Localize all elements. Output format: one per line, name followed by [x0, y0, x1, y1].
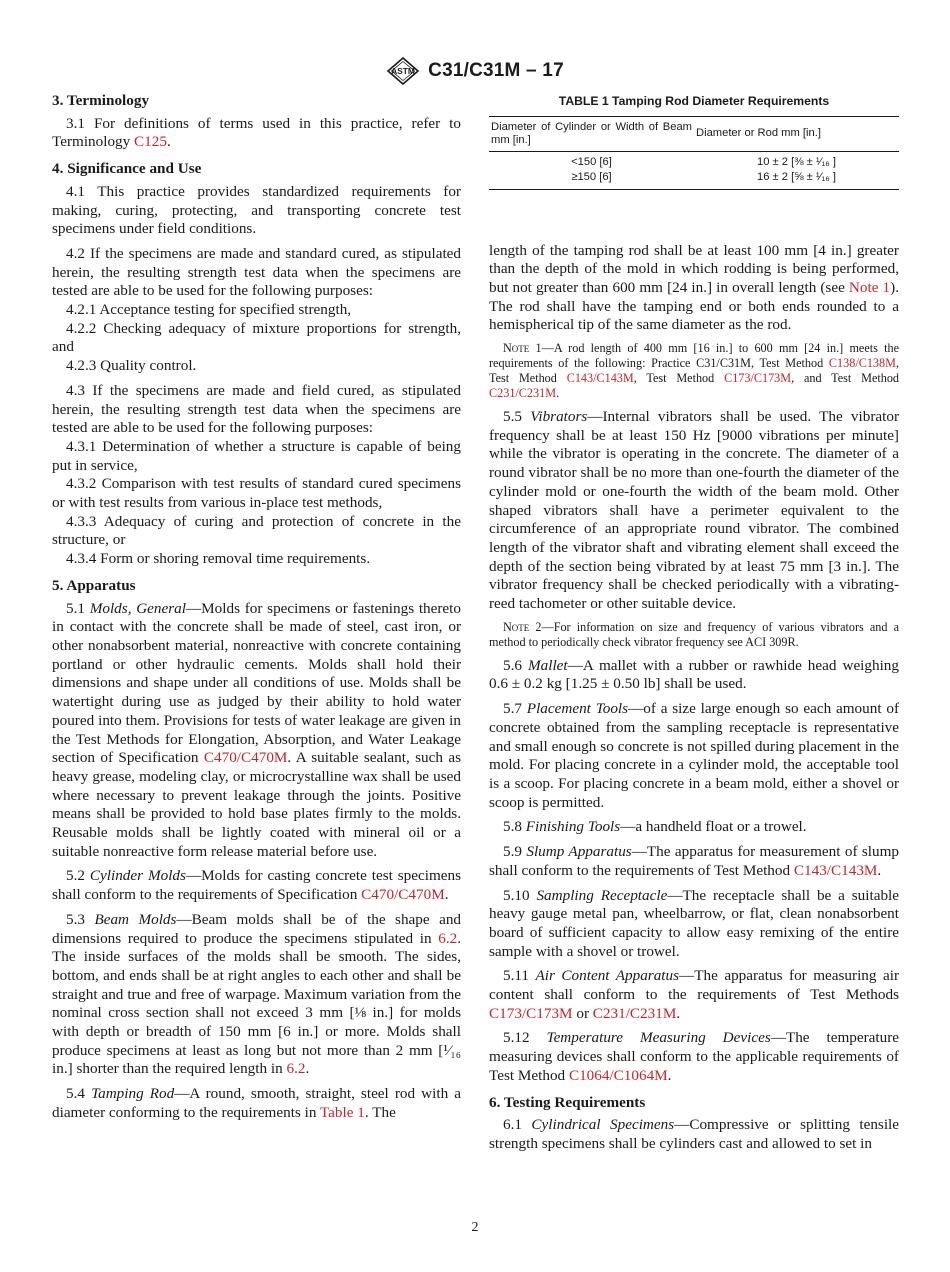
paragraph-5-2: 5.2 Cylinder Molds—Molds for casting concrete test specimens shall conform to the requirements of Specification C470/C470M. [52, 867, 461, 904]
section-heading-significance: 4. Significance and Use [52, 160, 202, 178]
paragraph-4-3: 4.3 If the specimens are made and field cured, as stipulated herein, the resulting strength test data when the specimens are tested are able to be used for the following purposes: [52, 381, 461, 437]
table-header-cylinder: Diameter of Cylinder or Width of Beam mm [in.] [489, 116, 694, 151]
table-row [489, 152, 899, 171]
link-c125[interactable]: C125 [134, 133, 167, 151]
table-1 [489, 92, 899, 190]
section-heading-terminology: 3. Terminology [52, 92, 150, 109]
paragraph-4-2-1: 4.2.1 Acceptance testing for specified strength, [66, 301, 352, 319]
paragraph-5-6: 5.6 Mallet—A mallet with a rubber or rawhide head weighing 0.6 ± 0.2 kg [1.25 ± 0.50 lb] shall be used. [489, 656, 899, 693]
table-header-rod: Diameter or Rod mm [in.] [694, 116, 899, 151]
paragraph-5-8: 5.8 Finishing Tools—a handheld float or a trowel. [503, 818, 807, 836]
paragraph-5-12: 5.12 Temperature Measuring Devices—The temperature measuring devices shall conform to the applicable requirements of Test Method C1064/C1064M. [489, 1029, 899, 1084]
document-id: C31/C31M – 17 [428, 60, 564, 81]
paragraph-4-2-3: 4.2.3 Quality control. [66, 357, 197, 375]
link-c1064[interactable]: C1064/C1064M [568, 1066, 668, 1084]
table-cell: <150 [6] [571, 156, 612, 169]
paragraph-4-3-2: 4.3.2 Comparison with test results of standard cured specimens or with test results from various in-place test methods, [52, 475, 461, 512]
paragraph-5-7: 5.7 Placement Tools—of a size large enough so each amount of concrete obtained from the sampling receptacle is representative and small enough so concrete is not spilled during placement in the mold. For placing concrete in a cylinder mold, the acceptable tool is a scoop. For placing concrete in a beam mold, either a shovel or scoop is permitted. [489, 700, 900, 811]
paragraph-4-3-4: 4.3.4 Form or shoring removal time requirements. [66, 550, 371, 568]
note-2: Note 2—For information on size and frequency of various vibrators and a method to periodically check vibrator frequency see ACI 309R. [489, 619, 899, 649]
table-1-title: TABLE 1 Tamping Rod Diameter Requirements [558, 94, 830, 108]
paragraph-4-1: 4.1 This practice provides standardized requirements for making, curing, protecting, and transporting concrete test specimens under field conditions. [52, 182, 461, 238]
paragraph-3-1: 3.1 For definitions of terms used in this practice, refer to Terminology C125. [52, 114, 461, 151]
section-heading-apparatus: 5. Apparatus [52, 576, 136, 594]
paragraph-5-1: 5.1 Molds, General—Molds for specimens or fastenings thereto in contact with the concrete shall be made of steel, cast iron, or other nonabsorbent material, nonreactive with concrete containing portland or other hydraulic cements. Molds shall hold their dimensions and shape under all conditions of use. Molds shall be watertight during use as judged by their ability to hold water poured into them. Provisions for tests of water leakage are given in the Test Methods for Elongation, Absorption, and Water Leakage section of Specification C470/C470M. A suitable sealant, such as heavy grease, modeling clay, or microcrystalline wax shall be used where necessary to prevent leakage through the joints. Positive means shall be provided to hold base plates firmly to the molds. Reusable molds shall be lightly coated with mineral oil or a suitable nonreactive form release material before use. [52, 599, 461, 860]
link-section-6-2[interactable]: 6.2 [438, 929, 458, 947]
link-table-1[interactable]: Table 1 [319, 1103, 365, 1121]
table-row [489, 170, 899, 189]
paragraph-5-3: 5.3 Beam Molds—Beam molds shall be of the shape and dimensions required to produce the specimens stipulated in 6.2. The inside surfaces of the molds shall be smooth. The sides, bottom, and ends shall be at right angles to each other and shall be straight and true and free of warpage. Maximum variation from the nominal cross section shall not exceed 3 mm [⅛ in.] for molds with depth or breadth of 150 mm [6 in.] or more. Molds shall produce specimens at least as long but not more than 2 mm [¹⁄₁₆ in.] shorter than the required length in 6.2. [52, 910, 462, 1078]
link-c173[interactable]: C173/C173M [724, 371, 792, 386]
left-column [52, 92, 461, 1129]
link-c470-2[interactable]: C470/C470M [361, 886, 445, 904]
tamping-rod-table [489, 116, 899, 190]
page-header [0, 56, 950, 86]
paragraph-5-4: 5.4 Tamping Rod—A round, smooth, straight, steel rod with a diameter conforming to the requirements in Table 1. The [52, 1085, 461, 1121]
paragraph-5-11: 5.11 Air Content Apparatus—The apparatus for measuring air content shall conform to the requirements of Test Methods C173/C173M or C231/C231M. [489, 967, 900, 1022]
page-number: 2 [471, 1220, 479, 1235]
paragraph-4-2-2: 4.2.2 Checking adequacy of mixture proportions for strength, and [52, 319, 461, 356]
table-cell: 16 ± 2 [⅝ ± ¹⁄₁₆ ] [694, 170, 899, 189]
paragraph-4-3-3: 4.3.3 Adequacy of curing and protection of concrete in the structure, or [52, 512, 461, 549]
link-note-1[interactable]: Note 1 [848, 278, 891, 296]
link-c138[interactable]: C138/C138M [828, 356, 896, 371]
paragraph-5-4-continued: length of the tamping rod shall be at least 100 mm [4 in.] greater than the depth of the mold in which rodding is being performed, but not greater than 600 mm [24 in.] in overall length (see Note 1). The rod shall have the tamping end or both ends rounded to a hemispherical tip of the same diameter as the rod. [489, 241, 899, 334]
link-c470[interactable]: C470/C470M [203, 749, 288, 767]
paragraph-4-2: 4.2 If the specimens are made and standard cured, as stipulated herein, the resulting strength test data when the specimens are tested are able to be used for the following purposes: [52, 244, 461, 300]
paragraph-4-3-1: 4.3.1 Determination of whether a structure is capable of being put in service, [52, 437, 461, 474]
link-c173-2[interactable]: C173/C173M [489, 1004, 573, 1022]
astm-logo-icon [386, 57, 420, 85]
link-c231[interactable]: C231/C231M [489, 386, 557, 401]
right-column [489, 92, 899, 1160]
link-c231-2[interactable]: C231/C231M [592, 1004, 677, 1022]
section-heading-testing: 6. Testing Requirements [489, 1093, 646, 1111]
paragraph-5-5: 5.5 Vibrators—Internal vibrators shall be used. The vibrator frequency shall be at least 150 Hz [9000 vibrations per minute] while the vibrator is operating in the concrete. The diameter of a round vibrator shall be no more than one-fourth the diameter of the cylinder mold or one-fourth the width of the beam mold. Other shaped vibrators shall have a perimeter equivalent to the circumference of an appropriate round vibrator. The combined length of the vibrator shaft and vibrating element shall exceed the depth of the section being vibrated by at least 75 mm [3 in.]. The vibrator frequency shall be checked periodically with a vibrating-reed tachometer or other suitable device. [489, 408, 900, 613]
link-section-6-2-b[interactable]: 6.2 [286, 1060, 306, 1078]
table-cell: ≥150 [6] [489, 170, 694, 189]
paragraph-5-10: 5.10 Sampling Receptacle—The receptacle shall be a suitable heavy gauge metal pan, wheelbarrow, or flat, clean nonabsorbent board of sufficient capacity to allow easy remixing of the entire sample with a shovel or trowel. [489, 886, 899, 960]
svg-text:ASTM: ASTM [391, 66, 416, 77]
paragraph-6-1: 6.1 Cylindrical Specimens—Compressive or splitting tensile strength specimens shall be cylinders cast and allowed to set in [489, 1116, 900, 1152]
paragraph-5-9: 5.9 Slump Apparatus—The apparatus for measurement of slump shall conform to the requirements of Test Method C143/C143M. [489, 843, 900, 879]
link-c143[interactable]: C143/C143M [566, 371, 634, 386]
table-cell: 10 ± 2 [⅜ ± ¹⁄₁₆ ] [756, 156, 837, 169]
note-1: Note 1—A rod length of 400 mm [16 in.] to 600 mm [24 in.] meets the requirements of the following: Practice C31/C31M, Test Method C138/C138M, Test Method C143/C143M, Test Method C173/C173M, and Test Method C231/C231M. [489, 341, 900, 401]
link-c143-2[interactable]: C143/C143M [793, 861, 878, 879]
